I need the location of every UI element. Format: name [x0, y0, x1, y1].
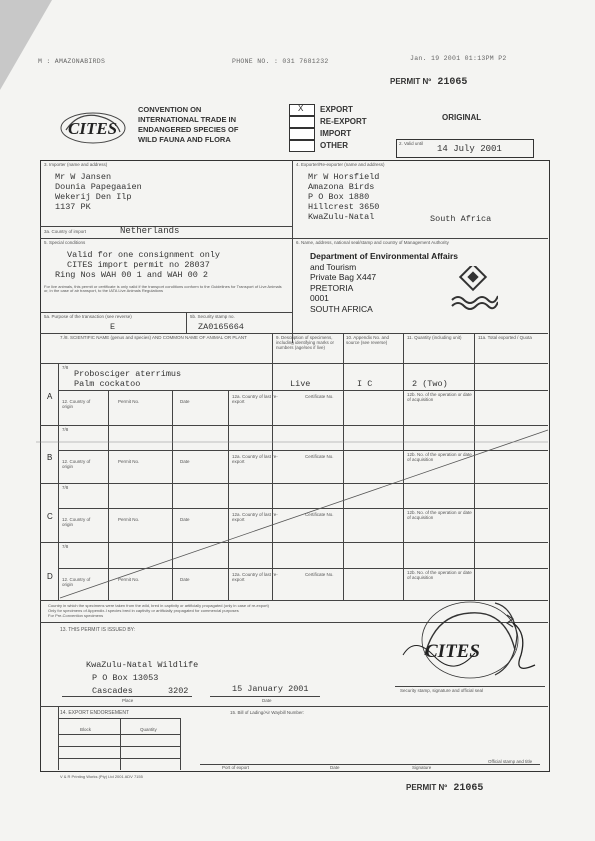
col-description-header: 9. Description of specimens, including identifying marks or numbers (age/sex if live) — [276, 335, 335, 350]
fax-timestamp: Jan. 19 2001 01:13PM P2 — [410, 55, 507, 62]
footer-permit-label: PERMIT Nº — [406, 783, 448, 792]
sub-permit-no: Permit No. — [118, 399, 140, 404]
svg-text:CITES: CITES — [425, 641, 480, 662]
endorsement-date-label: Date — [330, 765, 340, 770]
exporter-label: 4. Exporter/Re-exporter (name and address) — [296, 162, 385, 167]
import-label: IMPORT — [320, 129, 352, 138]
row-common-name: Palm cockatoo — [74, 379, 141, 389]
sub-date: Date — [180, 517, 190, 522]
sub-operation: 12b. No. of the operation or date of acquisition — [407, 452, 472, 462]
security-stamp-value: ZA0165664 — [198, 322, 244, 332]
sub-certificate-no: Certificate No. — [305, 512, 334, 517]
import-country-label: 3a. Country of import — [44, 229, 87, 234]
sub-last-reexport: 12a. Country of last re-export — [232, 454, 278, 464]
divider — [58, 734, 180, 735]
col-total-header: 11a. Total exported / Quota — [478, 335, 532, 340]
convention-title: CONVENTION ON INTERNATIONAL TRADE IN ENDANGERED SPECIES OF WILD FAUNA AND FLORA — [138, 105, 239, 144]
live-animals-note: For live animals, this permit or certificate is only valid if the transport conditions conform to the Guidelines for Transport of Live Animals or, in the case of air transport, to the IATA Live Animals Regulations — [44, 284, 282, 294]
sub-country-origin: 12. Country of origin — [62, 459, 91, 469]
permit-number-value: 21065 — [437, 77, 468, 88]
sub-certificate-no: Certificate No. — [305, 572, 334, 577]
exporter-address: Mr W Horsfield Amazona Birds P O Box 1880 Hillcrest 3650 KwaZulu-Natal — [308, 172, 380, 222]
cites-logo-text: CITES — [68, 119, 118, 138]
divider — [58, 758, 180, 759]
other-label: OTHER — [320, 141, 348, 150]
endorsement-label: 14. EXPORT ENDORSEMENT — [60, 710, 129, 716]
place-label: Place — [122, 698, 134, 703]
endorsement-stamp-label: Official stamp and title — [488, 759, 533, 764]
sub-operation: 12b. No. of the operation or date of acquisition — [407, 570, 472, 580]
row-description: Live — [290, 379, 311, 389]
sub-date: Date — [180, 459, 190, 464]
issued-postcode: 3202 — [168, 686, 189, 696]
security-stamp-label: 5b. Security stamp no. — [190, 314, 235, 319]
divider — [210, 696, 320, 697]
sub-permit-no: Permit No. — [118, 459, 140, 464]
divider — [40, 706, 548, 707]
col-species-header: 7./8. SCIENTIFIC NAME (genus and species) AND COMMON NAME OF ANIMAL OR PLANT — [60, 335, 247, 340]
issued-authority: KwaZulu-Natal Wildlife — [86, 660, 199, 670]
divider — [180, 718, 181, 770]
row-quantity: 2 (Two) — [412, 379, 448, 389]
divider — [62, 696, 192, 697]
sub-certificate-no: Certificate No. — [305, 454, 334, 459]
special-conditions-text: Valid for one consignment only CITES import permit no 28037 Ring Nos WAH 00 1 and WAH 00 2 — [55, 250, 221, 280]
copy-type: ORIGINAL — [442, 113, 482, 122]
species-label: 7/8 — [62, 365, 69, 370]
special-conditions-label: 5. Special conditions — [44, 240, 86, 245]
export-label: EXPORT — [320, 105, 353, 114]
endorsement-quantity: Quantity — [140, 727, 157, 732]
divider — [58, 746, 180, 747]
row-letter: D — [47, 572, 53, 581]
sub-permit-no: Permit No. — [118, 517, 140, 522]
issued-date: 15 January 2001 — [232, 684, 309, 694]
importer-address: Mr W Jansen Dounia Papegaaien Wekerij Den Ilp 1137 PK — [55, 172, 142, 212]
purpose-value: E — [110, 322, 116, 332]
fax-sender: M : AMAZONABIRDS — [38, 58, 106, 65]
sub-last-reexport: 12a. Country of last re-export — [232, 572, 278, 582]
species-label: 7/8 — [62, 544, 69, 549]
valid-until-value: 14 July 2001 — [437, 144, 502, 154]
date-label: Date — [262, 698, 272, 703]
sub-country-origin: 12. Country of origin — [62, 399, 91, 409]
col-quantity-header: 11. Quantity (including unit) — [407, 335, 462, 340]
permit-number-bottom — [406, 783, 483, 794]
endorsement-signature-label: Signature — [412, 765, 432, 770]
sub-last-reexport: 12a. Country of last re-export — [232, 394, 278, 404]
sub-permit-no: Permit No. — [118, 577, 140, 582]
sub-date: Date — [180, 399, 190, 404]
export-checkbox-mark: X — [298, 104, 304, 114]
port-label: Port of export — [222, 765, 250, 770]
official-seal-stamp — [395, 595, 545, 690]
row-letter: C — [47, 512, 53, 521]
footnotes: Country in which the specimens were taken from the wild, bred in captivity or artificially propagated (only in case of re-export) Only for specimens of Appendix-I species bred in captivity or artificially propagated for commercial purposes For Pre-Convention specimens — [48, 603, 269, 618]
sub-certificate-no: Certificate No. — [305, 394, 334, 399]
permit-label: PERMIT Nº — [390, 77, 432, 86]
bill-of-lading-label: 15. Bill of Lading/Air Waybill Number: — [230, 710, 305, 715]
signature-label: Security stamp, signature and official seal — [400, 688, 483, 693]
sub-operation: 12b. No. of the operation or date of acquisition — [407, 392, 472, 402]
issued-place: Cascades — [92, 686, 133, 696]
authority-address: Department of Environmental Affairs and Tourism Private Bag X447 PRETORIA 0001 SOUTH AFRICA — [310, 251, 458, 314]
row-letter: B — [47, 453, 53, 462]
species-label: 7/8 — [62, 485, 69, 490]
valid-until-label: 2. Valid until — [399, 141, 424, 146]
import-country-value: Netherlands — [120, 226, 180, 236]
row-letter: A — [47, 392, 53, 401]
row-appendix: I C — [357, 379, 373, 389]
reexport-label: RE-EXPORT — [320, 117, 367, 126]
species-label: 7/8 — [62, 427, 69, 432]
purpose-label: 5a. Purpose of the transaction (see reverse) — [44, 314, 132, 319]
issued-address: P O Box 13053 — [92, 673, 159, 683]
divider — [58, 706, 59, 770]
sub-country-origin: 12. Country of origin — [62, 577, 91, 587]
divider — [58, 718, 180, 719]
exporter-country: South Africa — [430, 214, 492, 224]
sub-last-reexport: 12a. Country of last re-export — [232, 512, 278, 522]
sub-date: Date — [180, 577, 190, 582]
fax-phone: PHONE NO. : 031 7681232 — [232, 58, 329, 65]
authority-label: 6. Name, address, national seal/stamp and country of Management Authority — [296, 240, 449, 245]
printer-imprint: V & R Printing Works (Pty) Ltd 2001 ADV 7155 — [60, 774, 143, 779]
sub-operation: 12b. No. of the operation or date of acquisition — [407, 510, 472, 520]
divider — [120, 718, 121, 770]
footer-permit-number: 21065 — [453, 783, 484, 794]
col-appendix-header: 10. Appendix No. and source (see reverse) — [346, 335, 390, 345]
importer-label: 3. Importer (name and address) — [44, 162, 108, 167]
sub-country-origin: 12. Country of origin — [62, 517, 91, 527]
issued-label: 13. THIS PERMIT IS ISSUED BY: — [60, 627, 136, 633]
row-species: Probosciger aterrimus — [74, 369, 182, 379]
endorsement-block: Block — [80, 727, 92, 732]
